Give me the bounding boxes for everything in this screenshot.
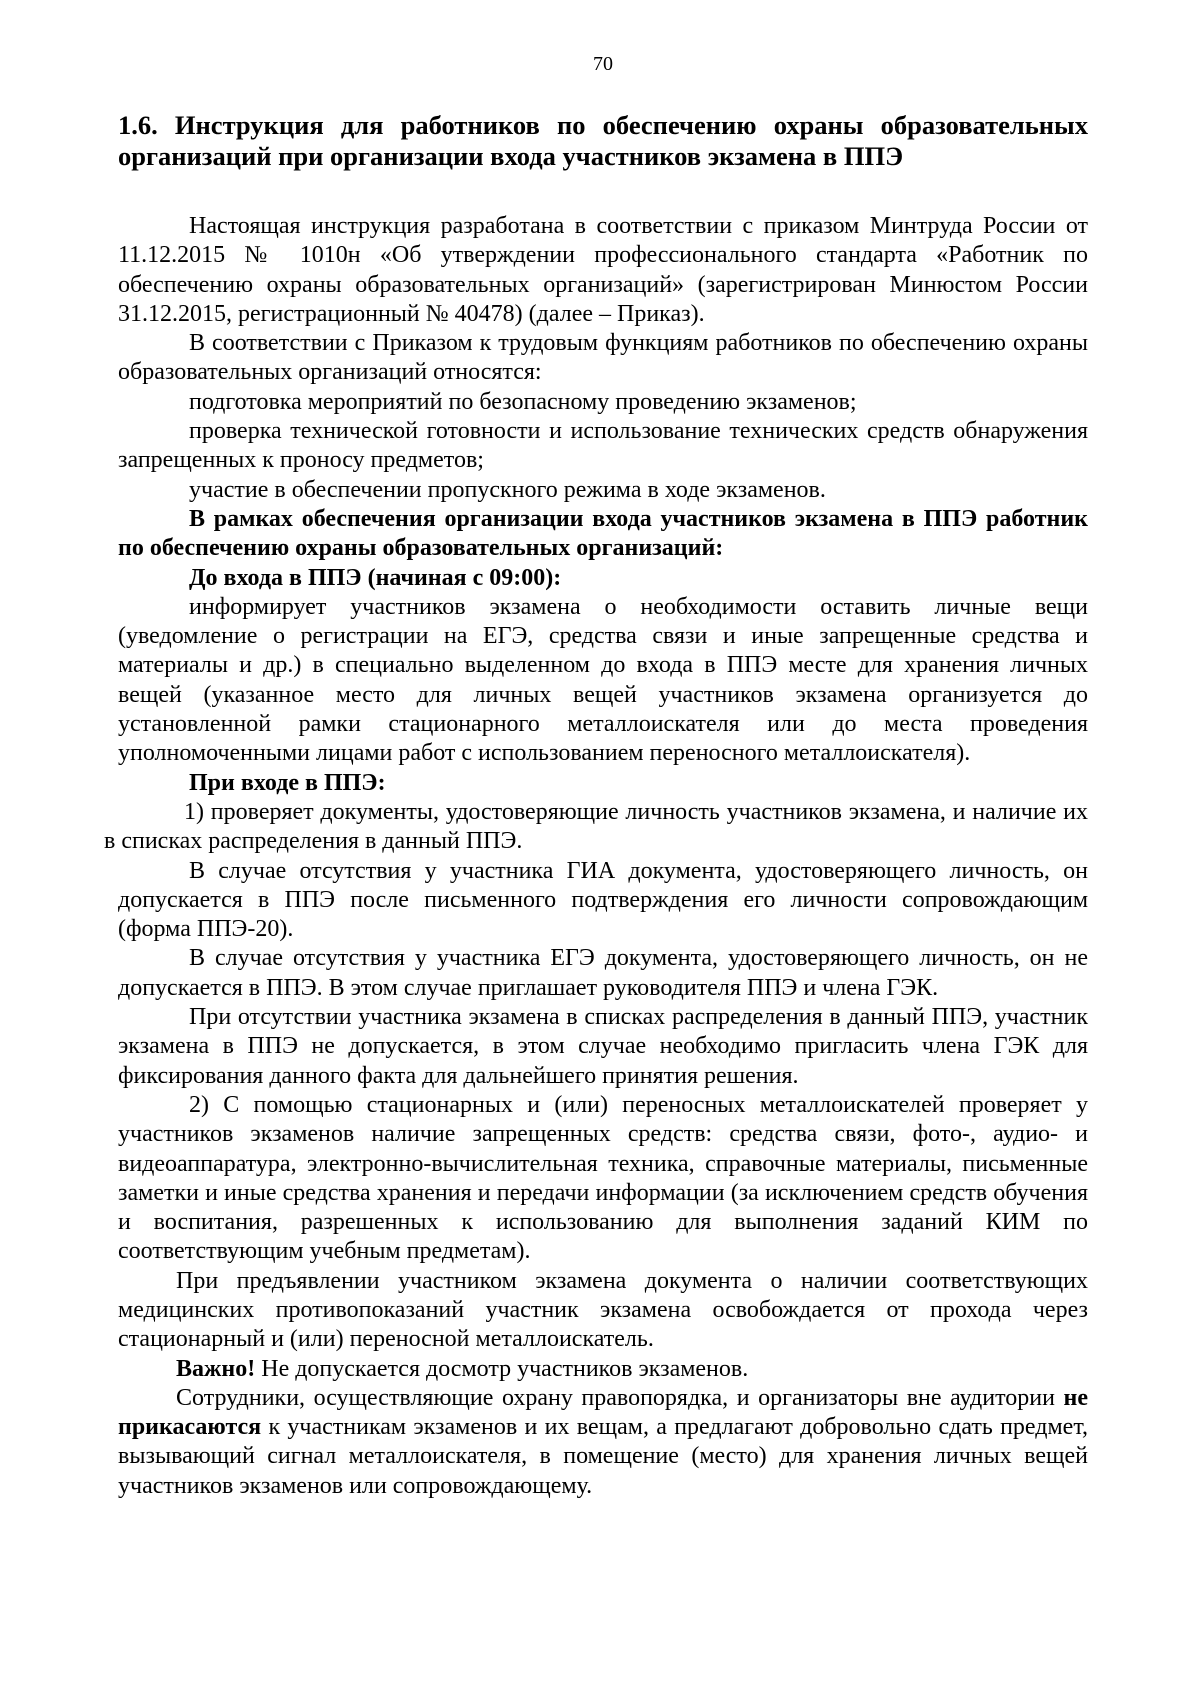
section-title: 1.6. Инструкция для работников по обеспечению охраны образовательных организаций при организации входа участников экзамена в ППЭ [118, 110, 1088, 171]
paragraph-medical-exemption: При предъявлении участником экзамена документа о наличии соответствующих медицинских противопоказаний участник экзамена освобождается от прохода через стационарный и (или) переносной металлоискатель. [118, 1267, 1088, 1353]
paragraph-framework-heading: В рамках обеспечения организации входа участников экзамена в ППЭ работник по обеспечению охраны образовательных организаций: [118, 505, 1088, 562]
paragraph-metal-detector-check: 2) С помощью стационарных и (или) переносных металлоискателей проверяет у участников экзаменов наличие запрещенных средств: средства связи, фото-, аудио- и видеоаппаратура, электронно-вычислительная техника, справочные материалы, письменные заметки и иные средства хранения и передачи информации (за исключением средств обучения и воспитания, разрешенных к использованию для выполнения заданий КИМ по соответствующим учебным предметам). [118, 1091, 1088, 1265]
no-touching-bold: не прикасаются [118, 1384, 1088, 1441]
subheading-at-entry: При входе в ППЭ: [189, 769, 386, 796]
paragraph-functions: В соответствии с Приказом к трудовым функциям работников по обеспечению охраны образовательных организаций относятся: [118, 330, 1088, 386]
paragraph-not-in-list: При отсутствии участника экзамена в списках распределения в данный ППЭ, участник экзамена в ППЭ не допускается, в этом случае необходимо пригласить члена ГЭК для фиксирования данного факта для дальнейшего принятия решения. [118, 1004, 1088, 1089]
paragraph-function-3: участие в обеспечении пропускного режима в ходе экзаменов. [189, 476, 826, 503]
paragraph-function-2: проверка технической готовности и использование технических средств обнаружения запрещенных к проносу предметов; [118, 418, 1088, 474]
no-touching-part-2: к участникам экзаменов и их вещам, а предлагают добровольно сдать предмет, вызывающий сигнал металлоискателя, в помещение (место) для хранения личных вещей участников экзаменов или сопровождающему. [118, 1414, 1088, 1499]
subheading-before-entry: До входа в ППЭ (начиная с 09:00): [189, 564, 562, 591]
paragraph-check-documents: 1) проверяет документы, удостоверяющие личность участников экзамена, и наличие их в списках распределения в данный ППЭ. [104, 798, 1088, 855]
paragraph-ege-no-document: В случае отсутствия у участника ЕГЭ документа, удостоверяющего личность, он не допускается в ППЭ. В этом случае приглашает руководителя ППЭ и члена ГЭК. [118, 945, 1088, 1001]
important-label: Важно! [176, 1355, 256, 1382]
paragraph-gia-no-document: В случае отсутствия у участника ГИА документа, удостоверяющего личность, он допускается в ППЭ после письменного подтверждения его личности сопровождающим (форма ППЭ-20). [118, 857, 1088, 943]
important-text: Не допускается досмотр участников экзаменов. [255, 1355, 749, 1382]
paragraph-intro: Настоящая инструкция разработана в соответствии с приказом Минтруда России от 11.12.2015 № 1010н «Об утверждении профессионального стандарта «Работник по обеспечению охраны образовательных организаций» (зарегистрирован Минюстом России 31.12.2015, регистрационный № 40478) (далее – Приказ). [118, 213, 1088, 327]
paragraph-important [118, 1355, 1088, 1384]
paragraph-no-touching [118, 1384, 1088, 1501]
paragraph-inform-participants: информирует участников экзамена о необходимости оставить личные вещи (уведомление о регистрации на ЕГЭ, средства связи и иные запрещенные средства и материалы и др.) в специально выделенном до входа в ППЭ месте для хранения личных вещей (указанное место для личных вещей участников экзамена организуется до установленной рамки стационарного металлоискателя или до места проведения уполномоченными лицами работ с использованием переносного металлоискателя). [118, 593, 1088, 767]
page-number: 70 [593, 53, 613, 75]
no-touching-part-1: Сотрудники, осуществляющие охрану правопорядка, и организаторы вне аудитории [176, 1384, 1064, 1411]
paragraph-function-1: подготовка мероприятий по безопасному проведению экзаменов; [189, 388, 857, 415]
